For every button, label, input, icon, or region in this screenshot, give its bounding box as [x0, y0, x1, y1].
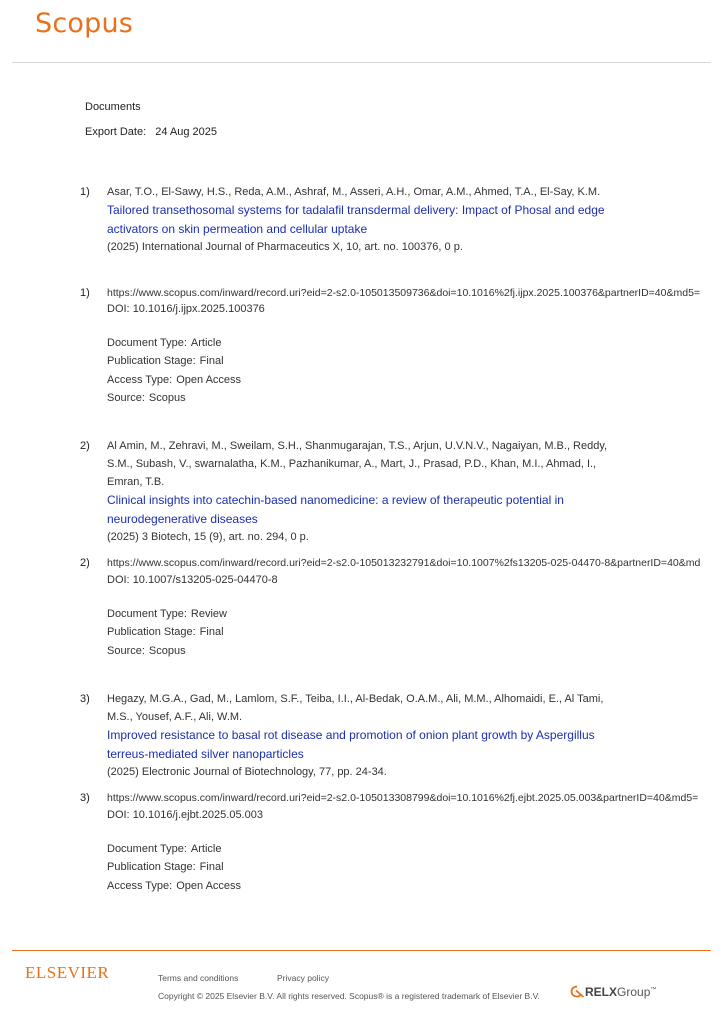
copyright-text: Copyright © 2025 Elsevier B.V. All rights reserved. Scopus® is a registered trademark of Elsevier B.V. — [158, 991, 540, 1001]
document-type-row — [107, 605, 227, 623]
document-type-label: Document Type: — [107, 337, 187, 349]
record-doi — [107, 574, 278, 586]
record-authors: Asar, T.O., El-Sawy, H.S., Reda, A.M., Ashraf, M., Asseri, A.H., Omar, A.M., Ahmed, T.A., El-Say, K.M. — [107, 186, 601, 198]
relx-logo[interactable] — [570, 985, 656, 999]
document-type-row — [107, 334, 241, 352]
doi-label: DOI: — [107, 809, 130, 821]
record-url-number: 3) — [80, 792, 90, 804]
publication-stage-value: Final — [199, 861, 224, 874]
header-divider — [12, 62, 711, 63]
record-metadata — [107, 605, 227, 660]
source-label: Source: — [107, 391, 145, 404]
record-number: 1) — [80, 186, 90, 198]
publication-stage-value: Final — [199, 355, 224, 368]
publication-stage-value: Final — [199, 626, 224, 639]
publication-stage-row — [107, 858, 241, 876]
doi-value[interactable]: 10.1016/j.ejbt.2025.05.003 — [132, 809, 263, 821]
record-metadata — [107, 334, 241, 407]
publication-stage-row — [107, 352, 241, 370]
access-type-value: Open Access — [176, 879, 242, 892]
record-body — [107, 437, 627, 546]
elsevier-logo[interactable]: ELSEVIER — [25, 963, 110, 982]
record-doi — [107, 303, 265, 315]
access-type-row — [107, 371, 241, 389]
record-number: 3) — [80, 693, 90, 705]
doi-value[interactable]: 10.1016/j.ijpx.2025.100376 — [132, 303, 265, 315]
record-citation: (2025) Electronic Journal of Biotechnology, 77, pp. 24-34. — [107, 766, 387, 778]
record-doi — [107, 809, 263, 821]
document-type-row — [107, 840, 241, 858]
export-date-label: Export Date: — [85, 126, 147, 138]
record-title-link[interactable]: Tailored transethosomal systems for tadalafil transdermal delivery: Impact of Phosal and edge activators on skin permeation and cellular uptake — [107, 203, 605, 236]
record-url-number: 1) — [80, 287, 90, 299]
record-number: 2) — [80, 440, 90, 452]
scopus-logo[interactable]: Scopus — [35, 8, 134, 39]
relx-tm: ™ — [650, 987, 657, 993]
export-date-row — [85, 126, 217, 138]
record-url-link[interactable]: https://www.scopus.com/inward/record.uri?eid=2-s2.0-105013308799&doi=10.1016%2fj.ejbt.2025.05.003&partnerID=40&md5= — [107, 792, 699, 804]
publication-stage-label: Publication Stage: — [107, 626, 196, 639]
access-type-row — [107, 877, 241, 895]
record-body — [107, 690, 627, 781]
terms-link[interactable]: Terms and conditions — [158, 973, 239, 983]
privacy-link[interactable]: Privacy policy — [277, 973, 329, 983]
record-authors: Al Amin, M., Zehravi, M., Sweilam, S.H., Shanmugarajan, T.S., Arjun, U.V.N.V., Nagaiyan, M.B., Reddy, S.M., Subash, V., swarnalatha, K.M., Pazhanikumar, A., Mart, J., Prasad, P.D., Khan, M.I., Ahmad, I., Emran, T.B. — [107, 440, 608, 488]
publication-stage-row — [107, 623, 227, 641]
source-row — [107, 642, 227, 660]
record-url-link[interactable]: https://www.scopus.com/inward/record.uri?eid=2-s2.0-105013232791&doi=10.1007%2fs13205-025-04470-8&partnerID=40&md — [107, 557, 701, 569]
relx-mark-icon — [570, 985, 585, 998]
record-url-link[interactable]: https://www.scopus.com/inward/record.uri?eid=2-s2.0-105013509736&doi=10.1016%2fj.ijpx.2025.100376&partnerID=40&md5= — [107, 287, 701, 299]
record-url-number: 2) — [80, 557, 90, 569]
source-value: Scopus — [148, 391, 186, 404]
doi-value[interactable]: 10.1007/s13205-025-04470-8 — [132, 574, 278, 586]
record-authors: Hegazy, M.G.A., Gad, M., Lamlom, S.F., Teiba, I.I., Al-Bedak, O.A.M., Ali, M.M., Alhomaidi, E., Al Tami, M.S., Yousef, A.F., Ali, W.M. — [107, 693, 604, 723]
access-type-label: Access Type: — [107, 373, 173, 386]
record-body — [107, 183, 627, 256]
document-type-label: Document Type: — [107, 843, 187, 855]
record-citation: (2025) 3 Biotech, 15 (9), art. no. 294, 0 p. — [107, 531, 309, 543]
document-type-label: Document Type: — [107, 608, 187, 620]
export-date-value: 24 Aug 2025 — [155, 126, 217, 138]
doi-label: DOI: — [107, 303, 130, 315]
relx-group: Group — [617, 985, 651, 999]
source-row — [107, 389, 241, 407]
record-citation: (2025) International Journal of Pharmaceutics X, 10, art. no. 100376, 0 p. — [107, 241, 463, 253]
source-value: Scopus — [148, 644, 186, 657]
documents-heading: Documents — [85, 101, 141, 113]
record-title-link[interactable]: Clinical insights into catechin-based nanomedicine: a review of therapeutic potential in neurodegenerative diseases — [107, 493, 564, 526]
publication-stage-label: Publication Stage: — [107, 861, 196, 874]
access-type-label: Access Type: — [107, 879, 173, 892]
publication-stage-label: Publication Stage: — [107, 355, 196, 368]
doi-label: DOI: — [107, 574, 130, 586]
document-type-value: Article — [190, 843, 222, 855]
record-metadata — [107, 840, 241, 895]
relx-brand: RELX — [585, 985, 618, 999]
document-type-value: Review — [190, 608, 227, 620]
access-type-value: Open Access — [176, 373, 242, 386]
record-title-link[interactable]: Improved resistance to basal rot disease and promotion of onion plant growth by Aspergillus terreus-mediated silver nanoparticles — [107, 728, 595, 761]
footer-divider — [12, 950, 711, 951]
document-type-value: Article — [190, 337, 222, 349]
source-label: Source: — [107, 644, 145, 657]
